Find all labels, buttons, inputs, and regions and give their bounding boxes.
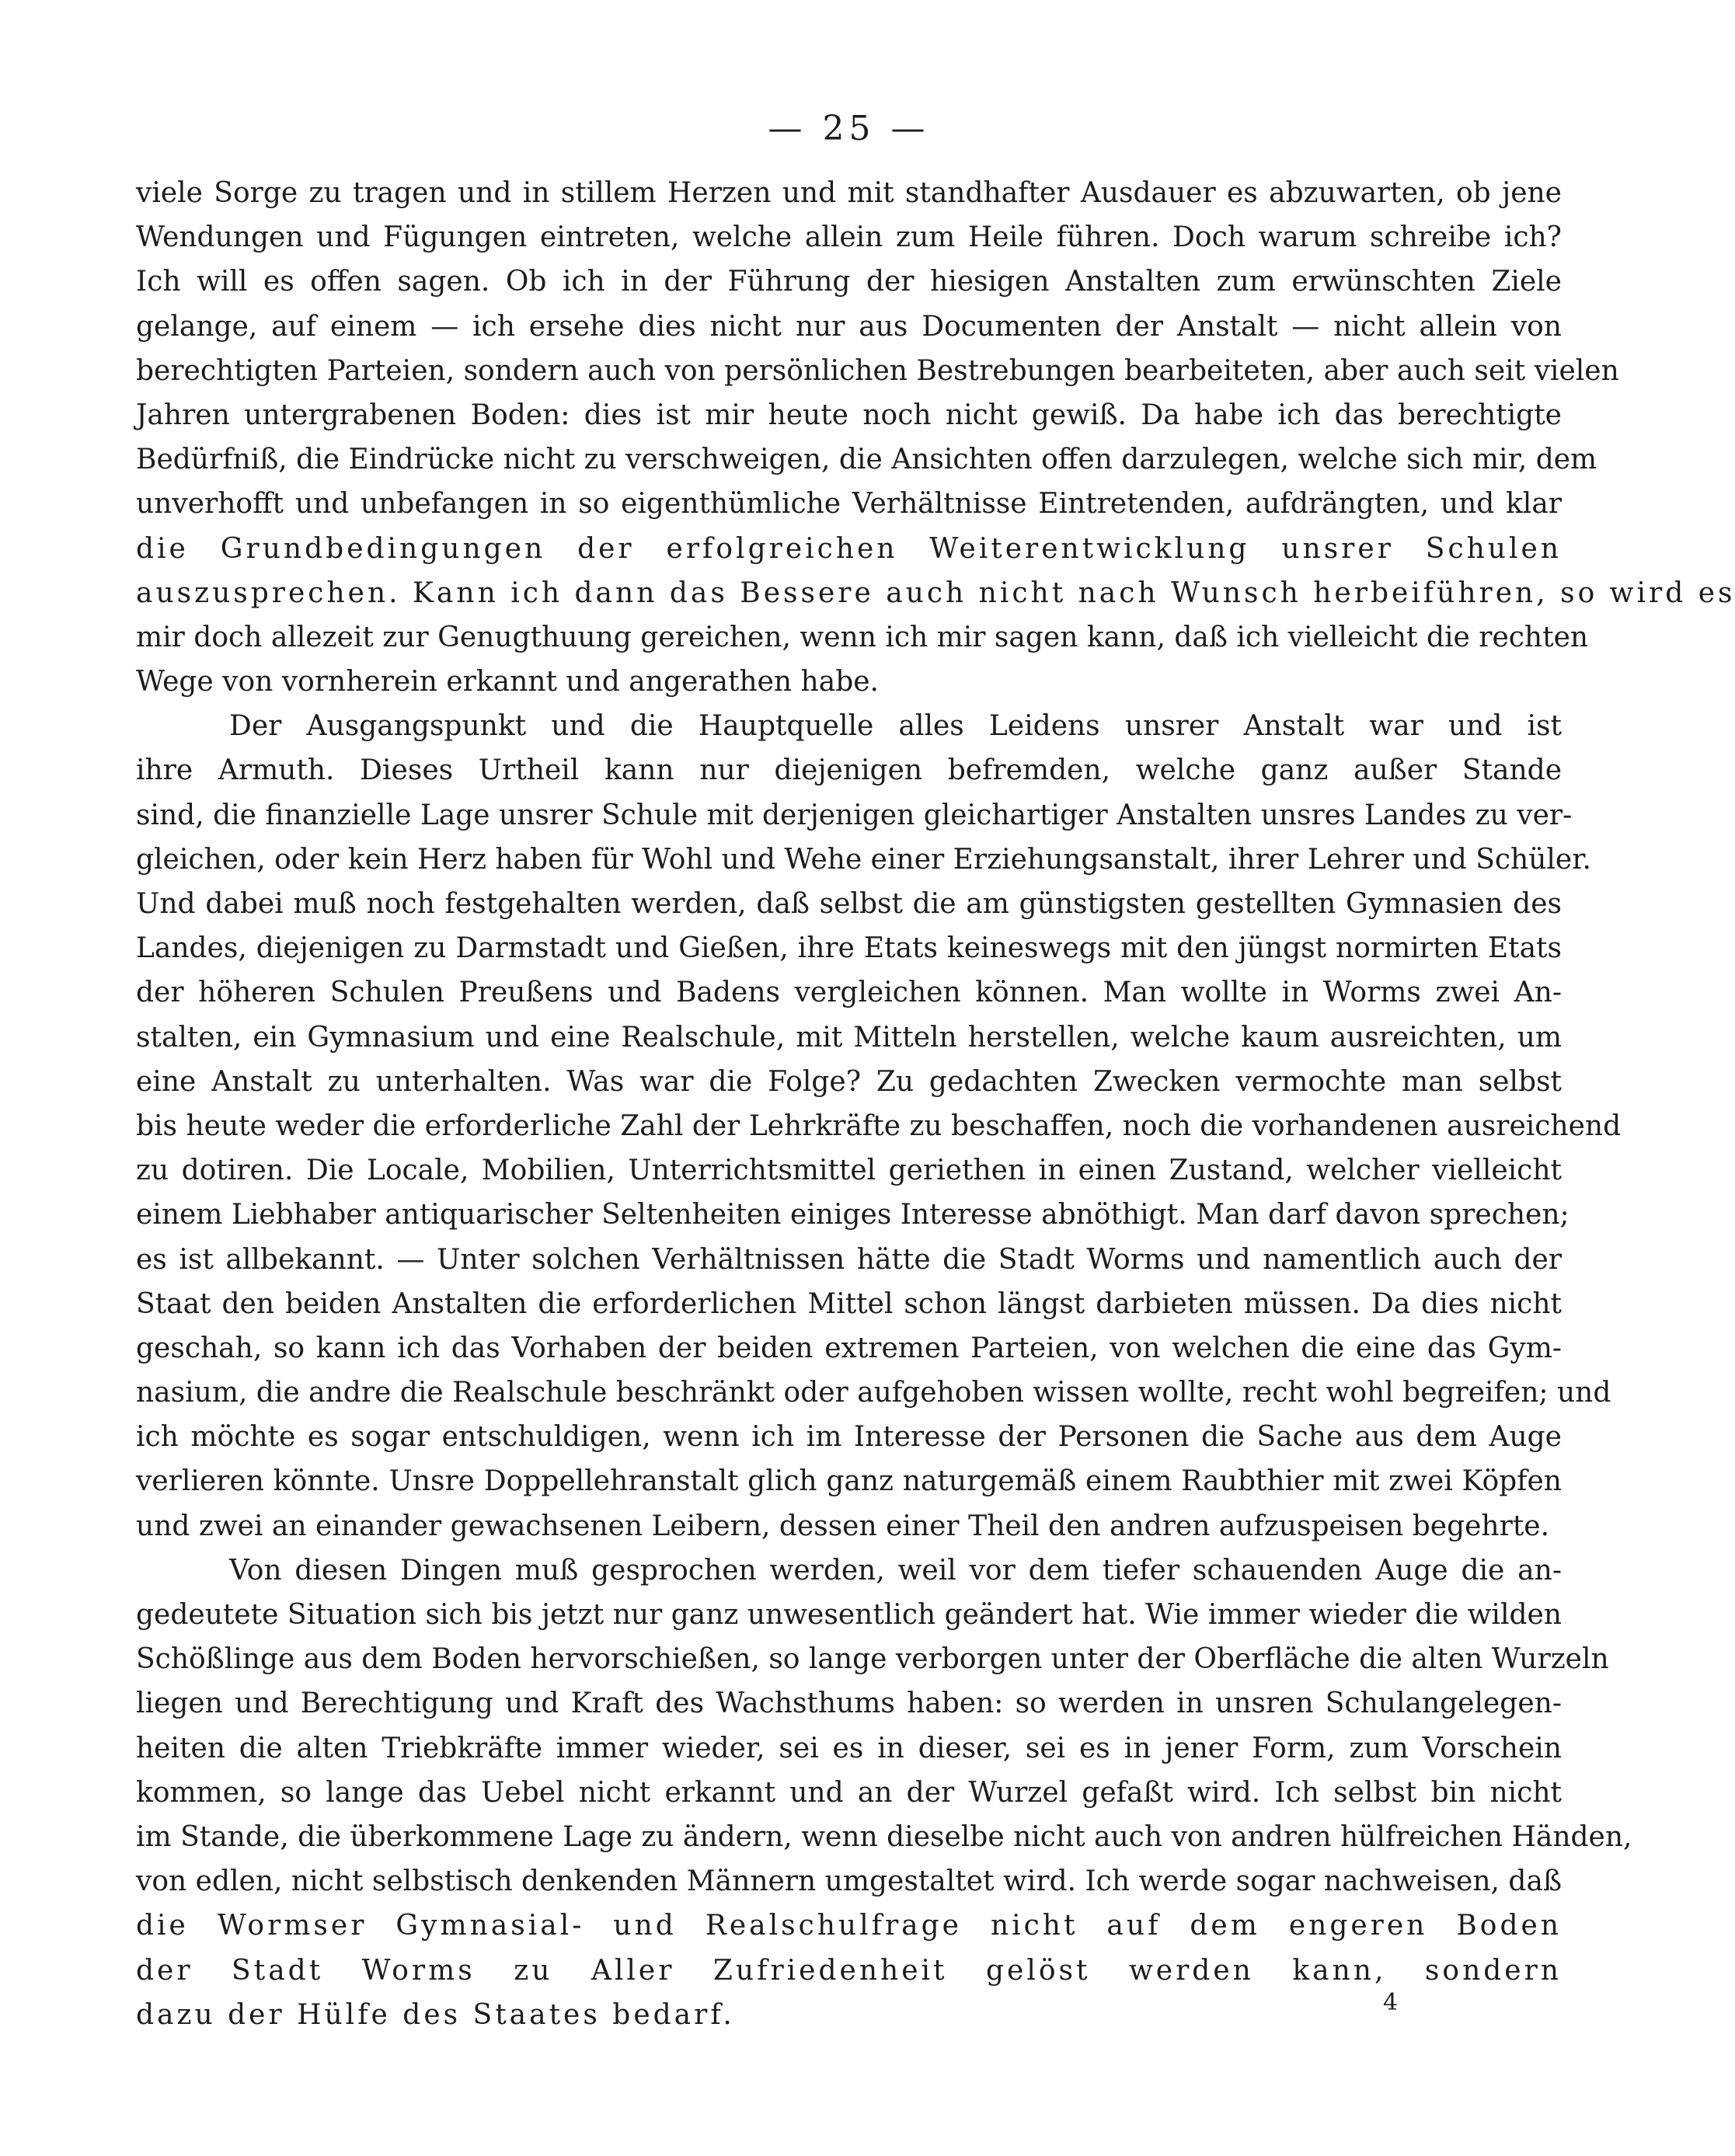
text-line: kommen, so lange das Uebel nicht erkannt und an der Wurzel gefaßt wird. Ich selbst bin nicht xyxy=(136,1776,1562,1809)
text-line: die Grundbedingungen der erfolgreichen Weiterentwicklung unsrer Schulen xyxy=(136,532,1562,565)
text-line: geschah, so kann ich das Vorhaben der beiden extremen Parteien, von welchen die eine das Gym- xyxy=(136,1332,1562,1364)
text-line: bis heute weder die erforderliche Zahl der Lehrkräfte zu beschaffen, noch die vorhandenen ausreichend xyxy=(136,1109,1622,1142)
text-line: ihre Armuth. Dieses Urtheil kann nur diejenigen befremden, welche ganz außer Stande xyxy=(136,754,1562,787)
text-line: die Wormser Gymnasial- und Realschulfrage nicht auf dem engeren Boden xyxy=(136,1910,1562,1942)
text-line: heiten die alten Triebkräfte immer wieder, sei es in dieser, sei es in jener Form, zum Vorschein xyxy=(136,1732,1562,1764)
text-line: nasium, die andre die Realschule beschränkt oder aufgehoben wissen wollte, recht wohl begreifen; und xyxy=(136,1377,1611,1409)
text-line: Und dabei muß noch festgehalten werden, daß selbst die am günstigsten gestellten Gymnasien des xyxy=(136,888,1562,920)
text-line: viele Sorge zu tragen und in stillem Herzen und mit standhafter Ausdauer es abzuwarten, ob jene xyxy=(136,177,1562,209)
text-line: Bedürfniß, die Eindrücke nicht zu verschweigen, die Ansichten offen darzulegen, welche sich mir, dem xyxy=(136,444,1597,476)
text-line: Ich will es offen sagen. Ob ich in der Führung der hiesigen Anstalten zum erwünschten Ziele xyxy=(136,266,1562,298)
text-line: im Stande, die überkommene Lage zu ändern, wenn dieselbe nicht auch von andren hülfreichen Händen, xyxy=(136,1820,1632,1853)
text-line: gleichen, oder kein Herz haben für Wohl und Wehe einer Erziehungsanstalt, ihrer Lehrer und Schüler. xyxy=(136,843,1591,876)
signature-mark: 4 xyxy=(1383,1989,1399,2016)
text-line: sind, die finanzielle Lage unsrer Schule mit derjenigen gleichartiger Anstalten unsres Landes zu ver- xyxy=(136,799,1573,831)
text-line: einem Liebhaber antiquarischer Seltenheiten einiges Interesse abnöthigt. Man darf davon sprechen; xyxy=(136,1199,1570,1231)
text-line: von edlen, nicht selbstisch denkenden Männern umgestaltet wird. Ich werde sogar nachweisen, daß xyxy=(136,1865,1562,1898)
body-text xyxy=(136,171,1735,2037)
text-line: zu dotiren. Die Locale, Mobilien, Unterrichtsmittel geriethen in einen Zustand, welcher vielleicht xyxy=(136,1155,1562,1187)
text-line: Landes, diejenigen zu Darmstadt und Gießen, ihre Etats keineswegs mit den jüngst normirten Etats xyxy=(136,932,1562,965)
text-line: ich möchte es sogar entschuldigen, wenn ich im Interesse der Personen die Sache aus dem Auge xyxy=(136,1421,1562,1454)
text-line: der Stadt Worms zu Aller Zufriedenheit gelöst werden kann, sondern xyxy=(136,1954,1562,1987)
text-line: liegen und Berechtigung und Kraft des Wachsthums haben: so werden in unsren Schulangelegen- xyxy=(136,1688,1562,1720)
text-line: der höheren Schulen Preußens und Badens vergleichen können. Man wollte in Worms zwei An- xyxy=(136,977,1562,1009)
text-line: und zwei an einander gewachsenen Leibern, dessen einer Theil den andren aufzuspeisen begehrte. xyxy=(136,1510,1550,1542)
text-line: dazu der Hülfe des Staates bedarf. xyxy=(136,1998,735,2031)
text-line: Schößlinge aus dem Boden hervorschießen, so lange verborgen unter der Oberfläche die alten Wurzeln xyxy=(136,1643,1609,1676)
text-line: eine Anstalt zu unterhalten. Was war die Folge? Zu gedachten Zwecken vermochte man selbst xyxy=(136,1065,1562,1098)
text-line: verlieren könnte. Unsre Doppellehranstalt glich ganz naturgemäß einem Raubthier mit zwei Köpfen xyxy=(136,1465,1562,1498)
text-line: berechtigten Parteien, sondern auch von persönlichen Bestrebungen bearbeiteten, aber auch seit vielen xyxy=(136,354,1619,387)
text-line: unverhofft und unbefangen in so eigenthümliche Verhältnisse Eintretenden, aufdrängten, und klar xyxy=(136,488,1562,521)
text-line: Der Ausgangspunkt und die Hauptquelle alles Leidens unsrer Anstalt war und ist xyxy=(229,710,1562,743)
text-line: stalten, ein Gymnasium und eine Realschule, mit Mitteln herstellen, welche kaum ausreichten, um xyxy=(136,1021,1562,1054)
text-line: gedeutete Situation sich bis jetzt nur ganz unwesentlich geändert hat. Wie immer wieder die wilden xyxy=(136,1599,1562,1631)
text-line: gelange, auf einem — ich ersehe dies nicht nur aus Documenten der Anstalt — nicht allein von xyxy=(136,310,1562,343)
page-number-header: — 25 — xyxy=(768,109,930,148)
text-line: Staat den beiden Anstalten die erforderlichen Mittel schon längst darbieten müssen. Da dies nicht xyxy=(136,1287,1562,1320)
text-line: Von diesen Dingen muß gesprochen werden, weil vor dem tiefer schauenden Auge die an- xyxy=(229,1554,1562,1587)
text-line: Jahren untergrabenen Boden: dies ist mir heute noch nicht gewiß. Da habe ich das berechtigte xyxy=(136,399,1562,431)
text-line: mir doch allezeit zur Genugthuung gereichen, wenn ich mir sagen kann, daß ich vielleicht die rechten xyxy=(136,621,1589,653)
text-line: Wege von vornherein erkannt und angerathen habe. xyxy=(136,666,879,698)
text-line: auszusprechen. Kann ich dann das Bessere auch nicht nach Wunsch herbeiführen, so wird es xyxy=(136,576,1735,609)
text-line: es ist allbekannt. — Unter solchen Verhältnissen hätte die Stadt Worms und namentlich auch der xyxy=(136,1243,1562,1276)
text-line: Wendungen und Fügungen eintreten, welche allein zum Heile führen. Doch warum schreibe ich? xyxy=(136,221,1562,254)
